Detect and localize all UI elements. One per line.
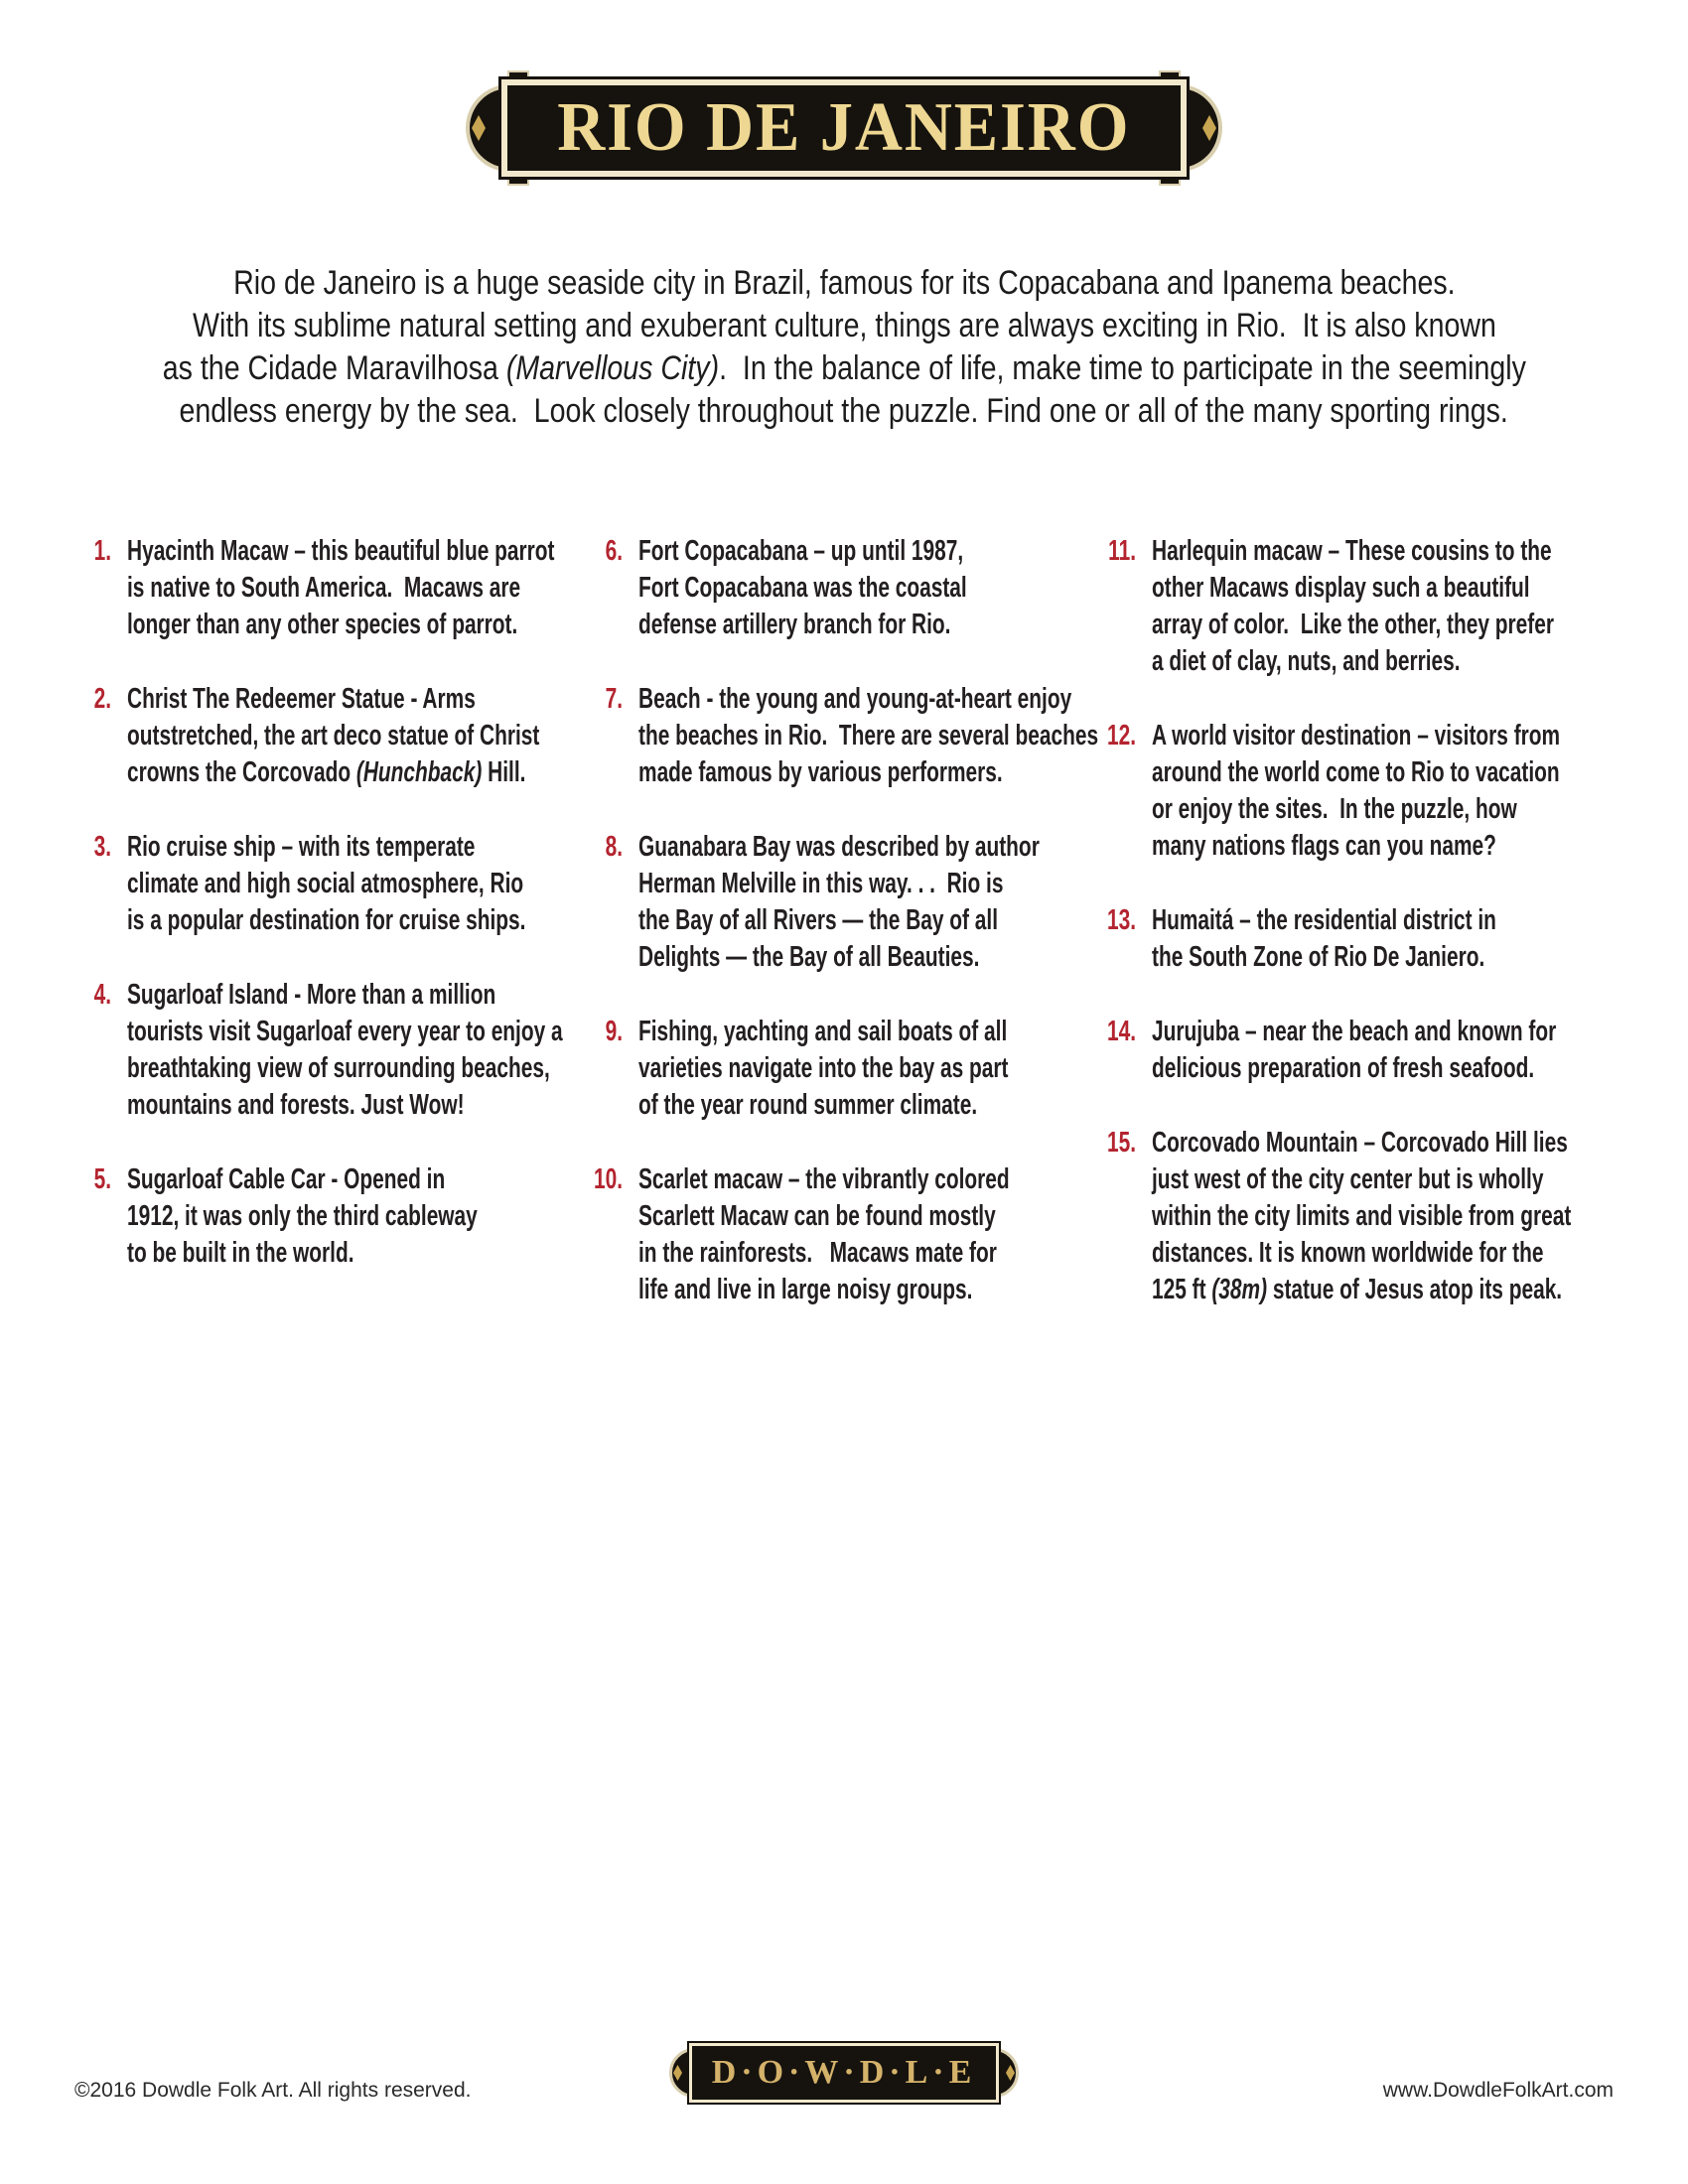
list-item xyxy=(1088,902,1615,976)
item-text xyxy=(127,1161,614,1272)
item-text-line: tourists visit Sugarloaf every year to enjoy a xyxy=(127,1016,563,1047)
item-text-line: 125 ft (38m) statue of Jesus atop its peak. xyxy=(1152,1274,1563,1305)
item-number: 15. xyxy=(1106,1127,1136,1159)
item-number: 13. xyxy=(1106,904,1136,936)
item-text-line: outstretched, the art deco statue of Christ xyxy=(127,720,540,751)
item-text-line: around the world come to Rio to vacation xyxy=(1152,756,1560,788)
item-number: 9. xyxy=(605,1016,623,1047)
item-text-line: crowns the Corcovado (Hunchback) Hill. xyxy=(127,756,526,788)
item-text-line: defense artillery branch for Rio. xyxy=(638,609,951,640)
diamond-ornament-icon xyxy=(1006,2065,1015,2081)
item-number: 2. xyxy=(93,683,111,715)
item-text-line: climate and high social atmosphere, Rio xyxy=(127,868,524,899)
item-number: 14. xyxy=(1106,1016,1136,1047)
item-text-line: Hyacinth Macaw – this beautiful blue parrot xyxy=(127,535,555,567)
diamond-ornament-icon xyxy=(673,2065,682,2081)
item-text xyxy=(1152,1014,1688,1087)
list-item xyxy=(64,977,590,1124)
item-text-line: distances. It is known worldwide for the xyxy=(1152,1237,1544,1269)
item-text xyxy=(1152,1125,1688,1308)
item-text-line: made famous by various performers. xyxy=(638,756,1003,788)
diamond-ornament-icon xyxy=(1202,115,1216,141)
item-text-line: Sugarloaf Island - More than a million xyxy=(127,979,496,1011)
item-text-line: Harlequin macaw – These cousins to the xyxy=(1152,535,1552,567)
item-number: 3. xyxy=(93,831,111,863)
list-item xyxy=(575,1014,1101,1124)
item-text-line: Guanabara Bay was described by author xyxy=(638,831,1040,863)
item-text-line: is a popular destination for cruise ships. xyxy=(127,904,526,936)
item-number: 11. xyxy=(1108,535,1136,567)
item-text xyxy=(638,533,1101,643)
list-item xyxy=(575,533,1101,643)
item-number: 10. xyxy=(593,1163,623,1195)
intro-paragraph xyxy=(0,262,1688,433)
item-text-line: Herman Melville in this way. . . Rio is xyxy=(638,868,1004,899)
banner-plate xyxy=(501,79,1187,177)
item-text-line: varieties navigate into the bay as part xyxy=(638,1052,1009,1084)
page-title: RIO DE JANEIRO xyxy=(557,89,1131,166)
item-number: 6. xyxy=(605,535,623,567)
item-text-line: 1912, it was only the third cableway xyxy=(127,1200,478,1232)
list-item xyxy=(64,681,590,791)
list-item xyxy=(64,829,590,939)
list-item xyxy=(1088,718,1615,865)
copyright-text: ©2016 Dowdle Folk Art. All rights reserved. xyxy=(74,2079,472,2102)
item-number: 7. xyxy=(605,683,623,715)
item-text-line: is native to South America. Macaws are xyxy=(127,572,521,604)
list-item xyxy=(64,533,590,643)
list-column-2 xyxy=(575,533,1101,1346)
item-text-line: other Macaws display such a beautiful xyxy=(1152,572,1530,604)
item-text-line: Humaitá – the residential district in xyxy=(1152,904,1496,936)
item-text-line: mountains and forests. Just Wow! xyxy=(127,1089,465,1121)
logo-plate xyxy=(689,2043,999,2103)
list-item xyxy=(1088,1014,1615,1087)
item-text xyxy=(638,1161,1154,1308)
item-text xyxy=(638,1014,1152,1124)
item-text-line: Scarlett Macaw can be found mostly xyxy=(638,1200,996,1232)
list-item xyxy=(1088,1125,1615,1308)
dowdle-logo xyxy=(689,2043,999,2103)
item-number: 5. xyxy=(93,1163,111,1195)
diamond-ornament-icon xyxy=(472,115,486,141)
item-text-line: delicious preparation of fresh seafood. xyxy=(1152,1052,1535,1084)
item-text-line: array of color. Like the other, they prefer xyxy=(1152,609,1554,640)
item-text-line: Rio cruise ship – with its temperate xyxy=(127,831,476,863)
list-item xyxy=(64,1161,590,1272)
item-text-line: or enjoy the sites. In the puzzle, how xyxy=(1152,793,1517,825)
item-number: 8. xyxy=(605,831,623,863)
item-text-line: A world visitor destination – visitors from xyxy=(1152,720,1561,751)
intro-line: endless energy by the sea. Look closely throughout the puzzle. Find one or all of the many sporting rings. xyxy=(179,392,1509,430)
website-text: www.DowdleFolkArt.com xyxy=(1382,2079,1614,2102)
item-text-line: Delights — the Bay of all Beauties. xyxy=(638,941,980,973)
item-text-line: Fishing, yachting and sail boats of all xyxy=(638,1016,1008,1047)
item-text-line: within the city limits and visible from great xyxy=(1152,1200,1572,1232)
item-text-line: a diet of clay, nuts, and berries. xyxy=(1152,645,1461,677)
list-column-1 xyxy=(64,533,590,1309)
item-text-line: many nations flags can you name? xyxy=(1152,830,1496,862)
item-text-line: just west of the city center but is wholly xyxy=(1152,1163,1544,1195)
intro-line: Rio de Janeiro is a huge seaside city in Brazil, famous for its Copacabana and Ipanema beaches. xyxy=(232,264,1456,302)
item-number: 12. xyxy=(1106,720,1136,751)
item-text-line: in the rainforests. Macaws mate for xyxy=(638,1237,997,1269)
item-text-line: breathtaking view of surrounding beaches, xyxy=(127,1052,550,1084)
list-item xyxy=(575,681,1101,791)
item-number: 1. xyxy=(93,535,111,567)
list-item xyxy=(575,1161,1101,1308)
item-text-line: life and live in large noisy groups. xyxy=(638,1274,973,1305)
item-text-line: Fort Copacabana – up until 1987, xyxy=(638,535,964,567)
item-text xyxy=(1152,718,1688,865)
item-text-line: Christ The Redeemer Statue - Arms xyxy=(127,683,476,715)
intro-line: as the Cidade Maravilhosa (Marvellous City). In the balance of life, make time to participate in the seemingly xyxy=(162,349,1526,387)
item-text-line: longer than any other species of parrot. xyxy=(127,609,518,640)
item-text xyxy=(1152,533,1688,680)
item-text-line: Corcovado Mountain – Corcovado Hill lies xyxy=(1152,1127,1568,1159)
item-text-line: the beaches in Rio. There are several beaches xyxy=(638,720,1099,751)
logo-text: D·O·W·D·L·E xyxy=(711,2054,977,2091)
item-text-line: Scarlet macaw – the vibrantly colored xyxy=(638,1163,1010,1195)
title-banner xyxy=(501,79,1187,177)
item-text-line: Fort Copacabana was the coastal xyxy=(638,572,967,604)
item-text-line: Sugarloaf Cable Car - Opened in xyxy=(127,1163,446,1195)
list-item xyxy=(1088,533,1615,680)
intro-line: With its sublime natural setting and exuberant culture, things are always exciting in Rio. It is also known xyxy=(192,307,1496,344)
item-text-line: the Bay of all Rivers — the Bay of all xyxy=(638,904,999,936)
item-text-line: the South Zone of Rio De Janiero. xyxy=(1152,941,1485,973)
item-text-line: to be built in the world. xyxy=(127,1237,354,1269)
list-column-3 xyxy=(1088,533,1615,1346)
item-number: 4. xyxy=(93,979,111,1011)
item-text-line: Jurujuba – near the beach and known for xyxy=(1152,1016,1557,1047)
item-text-line: of the year round summer climate. xyxy=(638,1089,978,1121)
list-item xyxy=(575,829,1101,976)
item-text-line: Beach - the young and young-at-heart enjoy xyxy=(638,683,1072,715)
item-text xyxy=(1152,902,1630,976)
